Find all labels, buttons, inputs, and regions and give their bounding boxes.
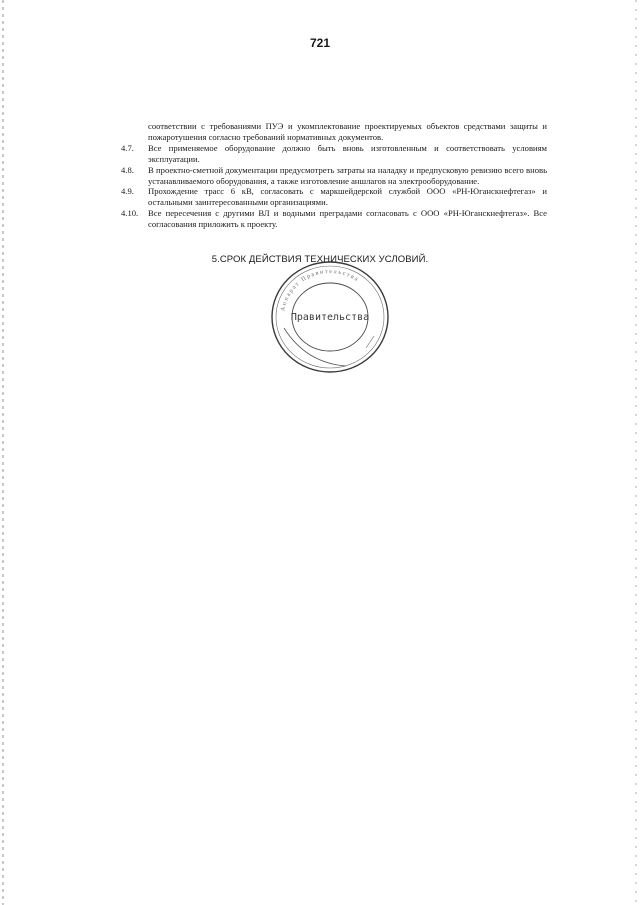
item-text: Все пересечения с другими ВЛ и водными преградами согласовать с ООО «РН-Юганскнефтегаз». Все согласования приложить к проекту. (148, 208, 547, 230)
list-item-4-8 (121, 165, 547, 187)
item-number: 4.7. (121, 142, 134, 153)
seal-center-text: Правительства (290, 312, 370, 323)
scan-right-edge (635, 0, 637, 905)
list-item-4-7 (121, 143, 547, 165)
item-text: Все применяемое оборудование должно быть вновь изготовленным и соответствовать условиям эксплуатации. (148, 142, 547, 164)
item-text: соответствии с требованиями ПУЭ и укомплектование проектируемых объектов средствами защиты и пожаротушения согласно требований нормативных документов. (148, 121, 547, 142)
list-item-4-9 (121, 186, 547, 208)
item-text: Прохождение трасс 6 кВ, согласовать с маркшейдерской службой ООО «РН-Юганскнефтегаз» и остальными заинтересованными организациями. (148, 186, 547, 208)
page-number: 721 (309, 36, 331, 50)
document-body (121, 121, 547, 230)
item-number: 4.9. (121, 186, 134, 197)
seal-stamp (266, 258, 394, 376)
seal-ring-text: Аппарат Правительства (280, 268, 360, 312)
section-heading: 5.СРОК ДЕЙСТВИЯ ТЕХНИЧЕСКИХ УСЛОВИЙ. (211, 254, 429, 265)
list-item-continuation (121, 121, 547, 143)
scan-left-edge (2, 0, 4, 905)
item-number: 4.8. (121, 164, 134, 175)
item-text: В проектно-сметной документации предусмотреть затраты на наладку и предпусковую ревизию всего вновь устанавливаемого оборудования, а также изготовление аншлагов на электрооборудование. (148, 164, 547, 186)
list-item-4-10 (121, 208, 547, 230)
item-number: 4.10. (121, 208, 139, 219)
